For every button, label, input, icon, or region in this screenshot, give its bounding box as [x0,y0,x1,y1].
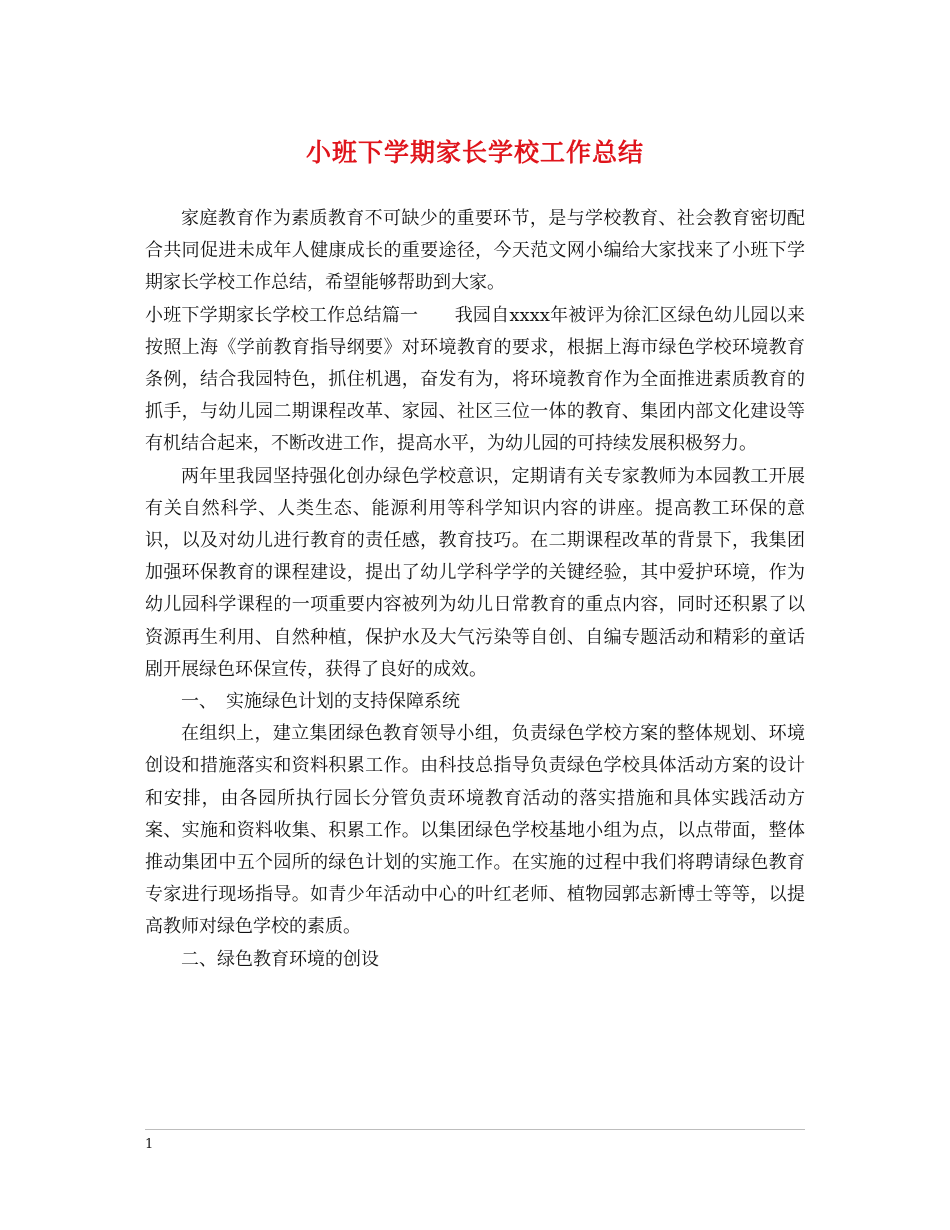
page-number: 1 [145,1137,154,1152]
document-title: 小班下学期家长学校工作总结 [305,138,644,167]
paragraph-two-years: 两年里我园坚持强化创办绿色学校意识，定期请有关专家教师为本园教工开展有关自然科学、人类生态、能源利用等科学知识内容的讲座。提高教工环保的意识，以及对幼儿进行教育的责任感，教育技巧。在二期课程改革的背景下，我集团加强环保教育的课程建设，提出了幼儿学科学学的关键经验，其中爱护环境，作为幼儿园科学课程的一项重要内容被列为幼儿日常教育的重点内容，同时还积累了以资源再生利用、自然种植，保护水及大气污染等自创、自编专题活动和精彩的童话剧开展绿色环保宣传，获得了良好的成效。 [145,465,805,680]
section-heading-two: 二、绿色教育环境的创设 [181,948,379,970]
paragraph-article-one: 小班下学期家长学校工作总结篇一 我园自xxxx年被评为徐汇区绿色幼儿园以来按照上海《学前教育指导纲要》对环境教育的要求，根据上海市绿色学校环境教育条例，结合我园特色，抓住机遇，奋发有为，将环境教育作为全面推进素质教育的抓手，与幼儿园二期课程改革、家园、社区三位一体的教育、集团内部文化建设等有机结合起来，不断改进工作，提高水平，为幼儿园的可持续发展积极努力。 [145,304,805,455]
section-heading-one: 一、 实施绿色计划的支持保障系统 [181,691,460,713]
document-body [145,203,805,976]
footer-divider [145,1129,805,1130]
paragraph-organization: 在组织上，建立集团绿色教育领导小组，负责绿色学校方案的整体规划、环境创设和措施落实和资料积累工作。由科技总指导负责绿色学校具体活动方案的设计和安排，由各园所执行园长分管负责环境教育活动的落实措施和具体实践活动方案、实施和资料收集、积累工作。以集团绿色学校基地小组为点，以点带面，整体推动集团中五个园所的绿色计划的实施工作。在实施的过程中我们将聘请绿色教育专家进行现场指导。如青少年活动中心的叶红老师、植物园郭志新博士等等，以提高教师对绿色学校的素质。 [145,723,805,938]
paragraph-intro: 家庭教育作为素质教育不可缺少的重要环节，是与学校教育、社会教育密切配合共同促进未成年人健康成长的重要途径，今天范文网小编给大家找来了小班下学期家长学校工作总结，希望能够帮助到大家。 [145,208,805,294]
